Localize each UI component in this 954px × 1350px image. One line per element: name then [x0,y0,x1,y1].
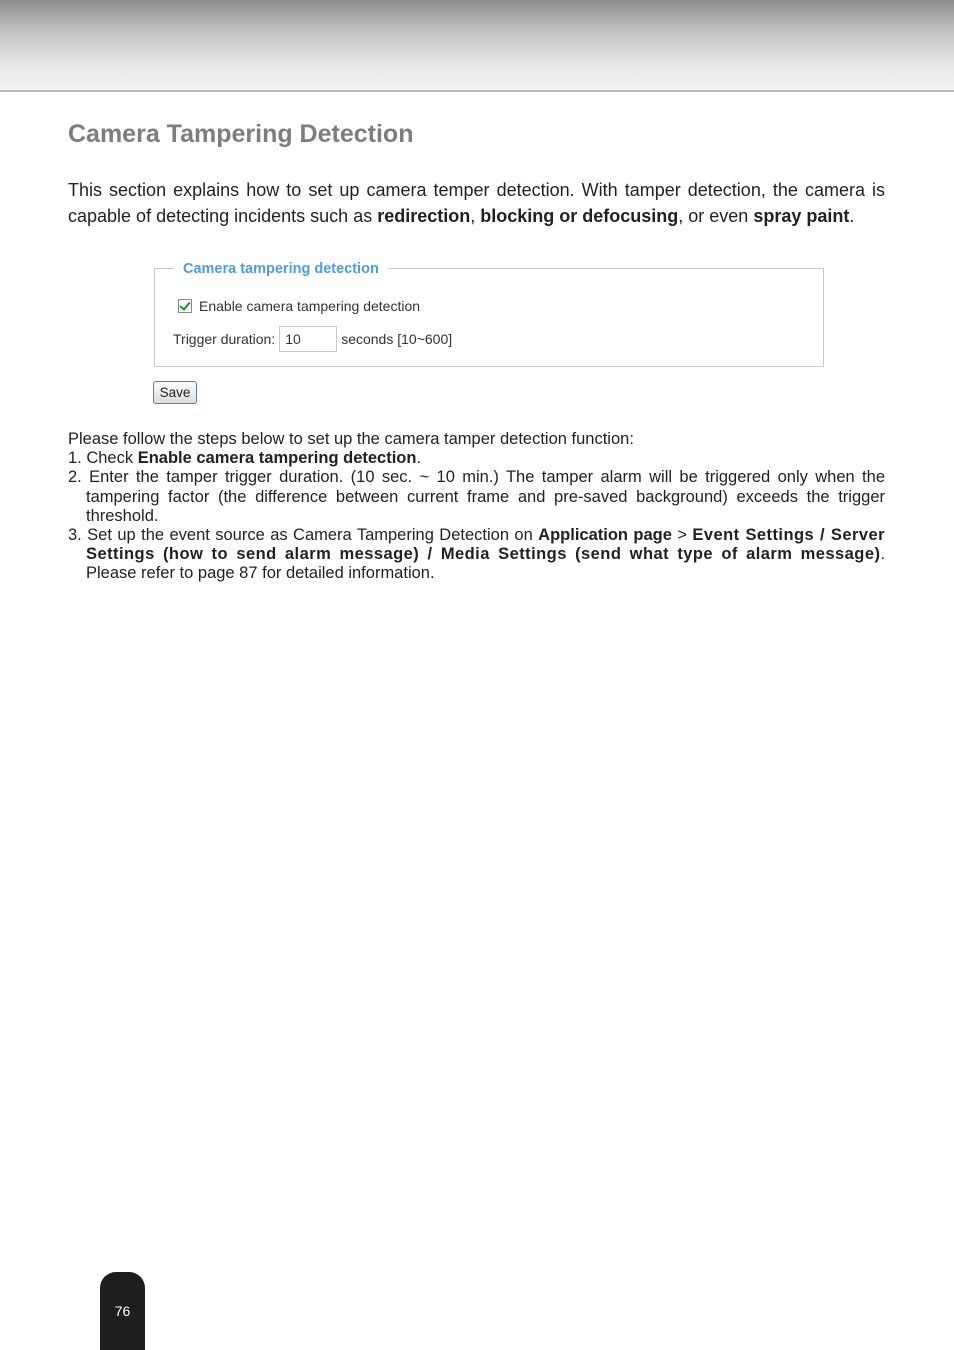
trigger-duration-row [173,326,452,352]
enable-tampering-row[interactable] [178,298,420,314]
step-3-sep: > [671,526,693,545]
step-1 [68,449,885,468]
steps-lead: Please follow the steps below to set up the camera tamper detection function: [68,430,634,448]
trigger-duration-suffix: seconds [10~600] [341,331,453,347]
intro-sep: , [470,205,481,226]
step-3 [68,526,885,584]
step-3-end: . Please refer to page 87 for detailed information. [86,545,885,583]
intro-bold-blocking: blocking or defocusing [480,205,679,226]
trigger-duration-input[interactable]: 10 [279,326,337,352]
intro-text: This section explains how to set up camera temper detection. With tamper detection, the camera is capable of detecting incidents such as [68,180,885,226]
intro-paragraph [68,178,885,229]
intro-bold-spray-paint: spray paint [753,205,850,226]
trigger-duration-label: Trigger duration: [173,331,276,347]
step-1-end: . [416,449,422,468]
intro-bold-redirection: redirection [377,205,471,226]
enable-tampering-checkbox[interactable] [178,299,192,313]
step-1-bold: Enable camera tampering detection [137,449,417,468]
steps-list [68,430,885,584]
step-2: 2. Enter the tamper trigger duration. (10 sec. ~ 10 min.) The tamper alarm will be triggered only when the tampering factor (the difference between current frame and pre-saved background) exceeds the trigger threshold. [68,468,885,525]
page-number-tab [100,1272,145,1350]
enable-tampering-label: Enable camera tampering detection [199,298,421,314]
header-band [0,0,954,92]
section-title: Camera Tampering Detection [68,120,414,148]
save-button[interactable]: Save [153,381,197,404]
step-1-prefix: 1. Check [68,449,138,468]
tampering-panel-legend: Camera tampering detection [174,261,388,277]
intro-sep: , or even [678,205,754,226]
tampering-settings-panel [154,268,824,367]
intro-end: . [849,205,855,226]
step-3-prefix: 3. Set up the event source as Camera Tampering Detection on [68,526,539,545]
page-number: 76 [114,1303,131,1319]
step-3-bold-application-page: Application page [538,526,672,545]
step-3-bold-settings: Event Settings / Server Settings (how to send alarm message) / Media Settings (send what type of alarm message) [86,526,885,564]
